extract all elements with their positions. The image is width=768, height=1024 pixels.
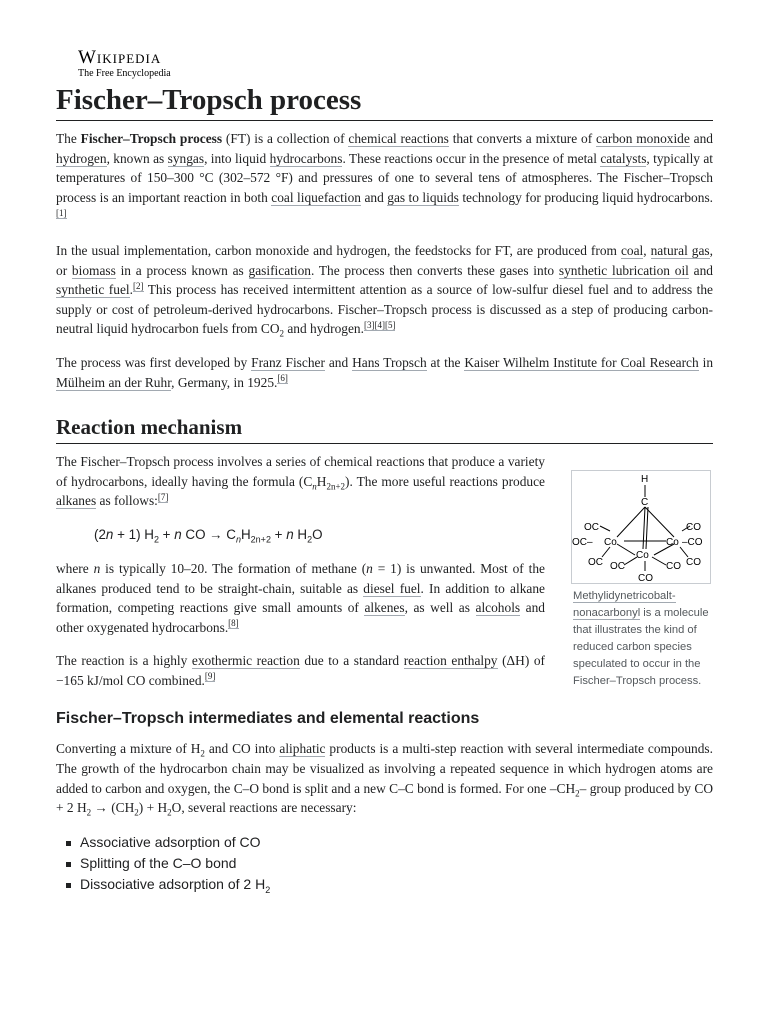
ligand-label-co-bottom-right: CO <box>686 557 701 569</box>
reference-6[interactable]: [6] <box>277 373 288 384</box>
intermediates-paragraph-1: Converting a mixture of $H_2$ and CO into aliphatic products is a multi-step reaction with several intermediate compounds. The growth of the hydrocarbon chain may be visualized as involving a repeated sequence in which hydrogen atoms are added to carbon and oxygen, the C–O bond is split and a new C–C bond is formed. For one $-CH_2-$ group produced by CO + 2 $H_2 \to (CH_2) + H_2O$, several reactions are necessary: <box>56 741 713 818</box>
ligand-label-co-lower-right: CO <box>666 561 681 573</box>
link-exothermic-reaction[interactable]: exothermic reaction <box>191 653 300 669</box>
intro-paragraph-2: In the usual implementation, carbon monoxide and hydrogen, the feedstocks for FT, are produced from coal, natural gas, or biomass in a process known as gasification. The process then converts these gases into synthetic lubrication oil and synthetic fuel.[2] This process has received intermittent attention as a source of low-sulfur diesel fuel and to address the supply or cost of petroleum-derived hydrocarbons. Fischer–Tropsch process is discussed as a step of producing carbon-neutral liquid hydrocarbon fuels from $CO_2$ and hydrogen.[3][4][5] <box>56 242 713 340</box>
link-alkenes[interactable]: alkenes <box>364 600 405 616</box>
link-synthetic-fuel[interactable]: synthetic fuel <box>56 282 130 298</box>
cobalt-label-bottom: Co <box>636 550 649 562</box>
list-item: Splitting of the C–O bond <box>56 853 713 874</box>
atom-label-c: C <box>641 497 649 509</box>
list-item: Dissociative adsorption of 2 $H_2$ <box>56 874 713 895</box>
article <box>56 48 713 895</box>
intro-paragraph-1: The Fischer–Tropsch process (FT) is a collection of chemical reactions that converts a mixture of carbon monoxide and hydrogen, known as syngas, into liquid hydrocarbons. These reactions occur in the presence of metal catalysts, typically at temperatures of 150–300 °C (302–572 °F) and pressures of one to several tens of atmospheres. The Fischer–Tropsch process is an important reaction in both coal liquefaction and gas to liquids technology for producing liquid hydrocarbons.[1] <box>56 131 714 218</box>
link-biomass[interactable]: biomass <box>71 262 116 278</box>
logo-wordmark: Wikipedia <box>78 47 162 68</box>
link-alkanes[interactable]: alkanes <box>56 493 97 509</box>
link-syngas[interactable]: syngas <box>167 150 205 166</box>
molecule-image[interactable] <box>571 470 711 584</box>
reaction-formula: (2n + 1) $H_2 + n$ CO → $C_nH_{2n+2} + n$ $H_2O$ <box>94 526 323 545</box>
ligand-label-oc-left: OC– <box>572 537 593 549</box>
link-gas-to-liquids[interactable]: gas to liquids <box>387 189 459 205</box>
list-item: Associative adsorption of CO <box>56 832 713 853</box>
cobalt-cluster-diagram <box>572 471 710 583</box>
atom-label-h: H <box>641 474 649 486</box>
ligand-label-co-right: –CO <box>682 537 703 549</box>
logo-tagline: The Free Encyclopedia <box>78 68 171 79</box>
ligand-label-oc-bottom-left: OC <box>588 557 603 569</box>
link-chemical-reactions[interactable]: chemical reactions <box>348 131 449 146</box>
page-title: Fischer–Tropsch process <box>56 84 713 121</box>
wikipedia-logo[interactable] <box>78 48 713 80</box>
link-hydrocarbons[interactable]: hydrocarbons <box>269 150 343 166</box>
link-hans-tropsch[interactable]: Hans Tropsch <box>352 354 427 370</box>
mechanism-paragraph-2: where n is typically 10–20. The formation of methane (n = 1) is unwanted. Most of the alkanes produced tend to be straight-chain, suitable as diesel fuel. In addition to alkane formation, competing reactions give small amounts of alkenes, as well as alcohols and other oxygenated hydrocarbons.[8] <box>56 560 546 635</box>
link-mulheim[interactable]: Mülheim an der Ruhr <box>56 374 172 390</box>
link-franz-fischer[interactable]: Franz Fischer <box>251 354 325 370</box>
ligand-label-co-top-right: CO <box>686 522 701 534</box>
link-gasification[interactable]: gasification <box>248 262 311 278</box>
reference-9[interactable]: [9] <box>204 671 216 682</box>
mechanism-text-column <box>56 452 545 690</box>
reaction-mechanism-section <box>56 452 713 690</box>
reference-8[interactable]: [8] <box>228 618 239 629</box>
link-reaction-enthalpy[interactable]: reaction enthalpy <box>403 653 498 669</box>
link-coal-liquefaction[interactable]: coal liquefaction <box>271 189 362 205</box>
intro-paragraph-3: The process was first developed by Franz Fischer and Hans Tropsch at the Kaiser Wilhelm Institute for Coal Research in Mülheim an der Ruhr, Germany, in 1925.[6] <box>56 354 714 390</box>
cobalt-label-left: Co <box>604 537 617 549</box>
section-heading-intermediates: Fischer–Tropsch intermediates and elemental reactions <box>56 710 480 728</box>
section-heading-reaction-mechanism: Reaction mechanism <box>56 414 713 444</box>
ligand-label-oc-lower-left: OC <box>610 561 625 573</box>
link-diesel-fuel[interactable]: diesel fuel <box>363 580 421 596</box>
figure-caption: Methylidynetricobalt-nonacarbonyl is a molecule that illustrates the kind of reduced carbon species speculated to occur in the Fischer–Tropsch process. <box>573 590 709 688</box>
reference-7[interactable]: [7] <box>157 491 169 502</box>
link-alcohols[interactable]: alcohols <box>475 600 521 616</box>
link-coal[interactable]: coal <box>620 242 644 258</box>
cobalt-label-right: Co <box>666 537 679 549</box>
link-catalysts[interactable]: catalysts <box>600 150 647 166</box>
ligand-label-co-bottom: CO <box>638 573 653 584</box>
link-hydrogen[interactable]: hydrogen <box>56 150 107 166</box>
reference-1[interactable]: [1] <box>56 207 67 218</box>
link-carbon-monoxide[interactable]: carbon monoxide <box>596 131 690 146</box>
link-kaiser-wilhelm-institute[interactable]: Kaiser Wilhelm Institute for Coal Research <box>464 354 699 370</box>
link-aliphatic[interactable]: aliphatic <box>279 741 326 757</box>
mechanism-paragraph-3: The reaction is a highly exothermic reaction due to a standard reaction enthalpy (ΔH) of −165 kJ/mol CO combined.[9] <box>56 653 546 688</box>
link-synthetic-lubrication-oil[interactable]: synthetic lubrication oil <box>558 262 689 278</box>
reference-2[interactable]: [2] <box>133 280 144 291</box>
link-methylidynetricobalt[interactable]: Methylidynetricobalt-nonacarbonyl <box>573 590 676 620</box>
mechanism-paragraph-1: The Fischer–Tropsch process involves a series of chemical reactions that produce a variety of hydrocarbons, ideally having the formula $(C_nH_{2n+2})$. The more useful reactions produce alkanes as follows:[7] <box>56 454 545 509</box>
link-natural-gas[interactable]: natural gas <box>650 242 710 258</box>
references-3-4-5[interactable]: [3][4][5] <box>363 319 396 330</box>
reaction-steps-list <box>56 832 713 895</box>
ligand-label-oc-top-left: OC <box>584 522 599 534</box>
molecule-figure <box>571 470 713 690</box>
